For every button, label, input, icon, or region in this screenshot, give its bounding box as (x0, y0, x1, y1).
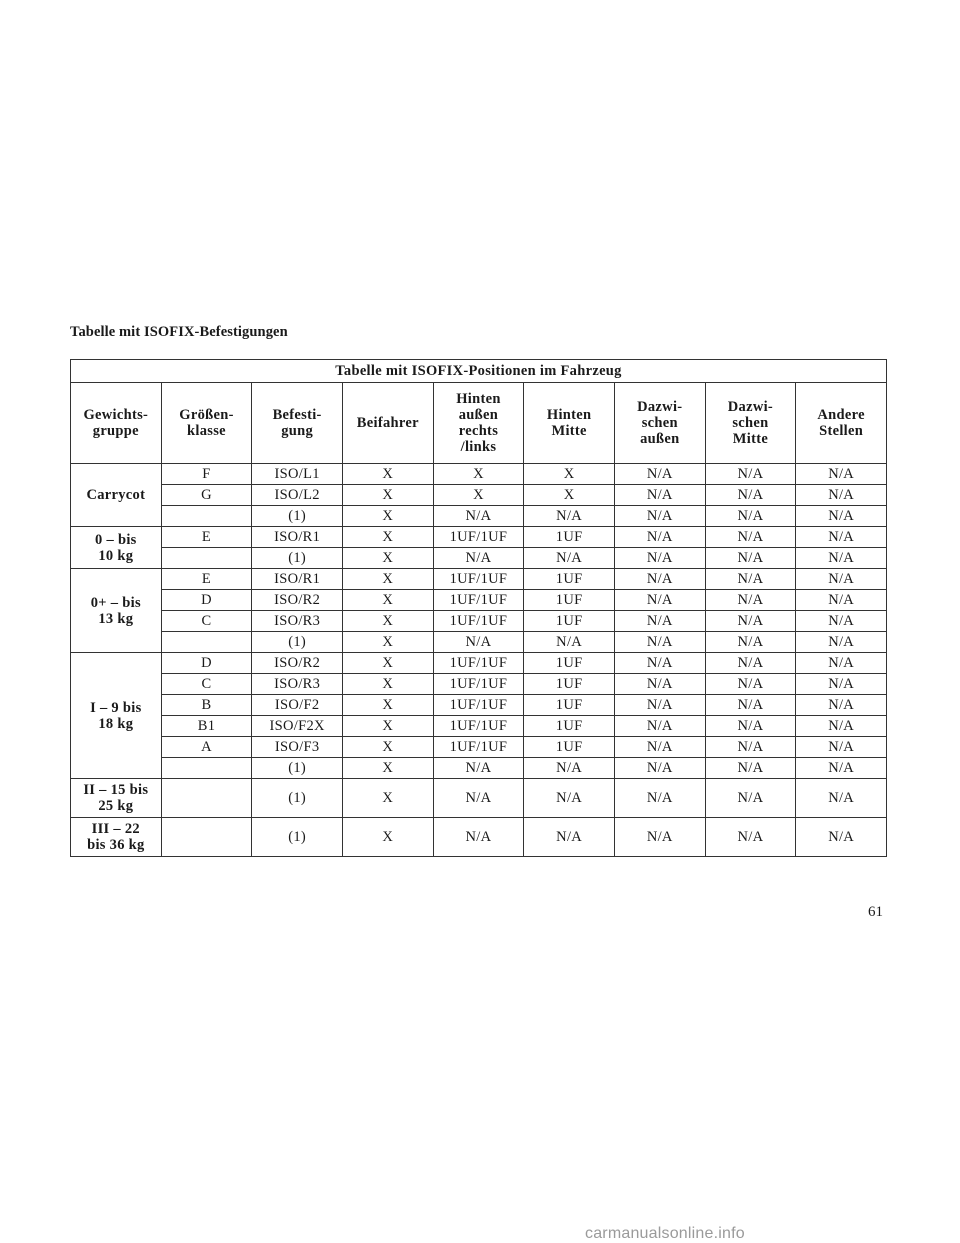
table-cell: N/A (796, 506, 887, 527)
table-cell: (1) (252, 758, 343, 779)
table-cell: X (342, 485, 433, 506)
table-cell: D (161, 653, 252, 674)
table-row (71, 758, 887, 779)
table-cell: X (342, 758, 433, 779)
table-cell: ISO/R2 (252, 653, 343, 674)
column-header: Hinten außen rechts /links (433, 383, 524, 464)
column-header: Größen- klasse (161, 383, 252, 464)
table-cell: N/A (614, 485, 705, 506)
table-row (71, 653, 887, 674)
table-cell (161, 506, 252, 527)
table-row (71, 506, 887, 527)
table-cell: N/A (796, 716, 887, 737)
column-header: Gewichts- gruppe (71, 383, 162, 464)
table-cell: N/A (433, 818, 524, 857)
table-cell: N/A (705, 758, 796, 779)
table-cell: 1UF/1UF (433, 527, 524, 548)
table-cell: N/A (796, 464, 887, 485)
table-cell: N/A (614, 506, 705, 527)
table-cell: N/A (705, 716, 796, 737)
weight-group-cell: 0+ – bis 13 kg (71, 569, 162, 653)
isofix-table (70, 359, 887, 857)
weight-group-cell: I – 9 bis 18 kg (71, 653, 162, 779)
table-cell: E (161, 527, 252, 548)
table-cell: N/A (796, 632, 887, 653)
table-cell: N/A (524, 632, 615, 653)
table-row (71, 569, 887, 590)
table-cell: ISO/R2 (252, 590, 343, 611)
table-cell: C (161, 674, 252, 695)
table-cell: E (161, 569, 252, 590)
table-cell: 1UF (524, 527, 615, 548)
table-cell: N/A (796, 818, 887, 857)
table-row (71, 779, 887, 818)
table-cell: B (161, 695, 252, 716)
table-cell: ISO/R3 (252, 611, 343, 632)
table-cell: X (433, 485, 524, 506)
table-cell: X (342, 632, 433, 653)
table-cell: X (524, 464, 615, 485)
table-cell: N/A (614, 716, 705, 737)
table-cell: X (342, 737, 433, 758)
table-row (71, 527, 887, 548)
table-cell: N/A (614, 737, 705, 758)
table-cell: N/A (705, 506, 796, 527)
table-row (71, 737, 887, 758)
table-cell: N/A (614, 464, 705, 485)
table-cell: X (342, 590, 433, 611)
table-cell: N/A (796, 737, 887, 758)
table-cell: 1UF/1UF (433, 590, 524, 611)
table-cell: ISO/R1 (252, 527, 343, 548)
table-cell: ISO/F2 (252, 695, 343, 716)
table-cell: N/A (796, 758, 887, 779)
table-cell: N/A (705, 818, 796, 857)
table-cell: 1UF (524, 716, 615, 737)
table-cell: (1) (252, 779, 343, 818)
table-cell: X (342, 548, 433, 569)
table-cell: N/A (796, 779, 887, 818)
table-cell: 1UF (524, 695, 615, 716)
page-title: Tabelle mit ISOFIX-Befestigungen (70, 324, 288, 340)
table-cell: N/A (705, 695, 796, 716)
column-header: Andere Stellen (796, 383, 887, 464)
table-header-row (71, 383, 887, 464)
table-cell: X (342, 779, 433, 818)
table-cell: ISO/L2 (252, 485, 343, 506)
table-row (71, 464, 887, 485)
table-cell: 1UF (524, 737, 615, 758)
table-cell: N/A (614, 527, 705, 548)
table-cell: N/A (705, 653, 796, 674)
table-cell: 1UF (524, 569, 615, 590)
table-cell: N/A (614, 548, 705, 569)
table-cell: N/A (705, 674, 796, 695)
table-cell: N/A (433, 548, 524, 569)
table-cell: X (342, 464, 433, 485)
table-cell: X (342, 716, 433, 737)
table-cell: X (524, 485, 615, 506)
table-cell: N/A (705, 632, 796, 653)
table-cell: N/A (524, 548, 615, 569)
table-cell: N/A (796, 611, 887, 632)
table-cell: N/A (796, 674, 887, 695)
table-cell: N/A (796, 485, 887, 506)
table-cell: N/A (796, 695, 887, 716)
table-cell: N/A (614, 653, 705, 674)
table-row (71, 632, 887, 653)
table-cell: N/A (614, 590, 705, 611)
table-cell: X (433, 464, 524, 485)
table-cell: B1 (161, 716, 252, 737)
table-cell: N/A (433, 779, 524, 818)
table-cell: ISO/R3 (252, 674, 343, 695)
table-cell: N/A (796, 527, 887, 548)
table-row (71, 485, 887, 506)
page-number: 61 (868, 904, 883, 920)
watermark: carmanualsonline.info (585, 1225, 745, 1242)
table-cell: N/A (614, 611, 705, 632)
table-cell: 1UF/1UF (433, 716, 524, 737)
table-caption: Tabelle mit ISOFIX-Positionen im Fahrzeug (71, 360, 887, 383)
table-row (71, 716, 887, 737)
table-cell: X (342, 527, 433, 548)
table-cell: 1UF/1UF (433, 611, 524, 632)
table-cell: N/A (796, 653, 887, 674)
table-cell: N/A (614, 569, 705, 590)
table-cell: N/A (524, 779, 615, 818)
table-cell: N/A (705, 485, 796, 506)
table-body (71, 464, 887, 857)
table-cell: N/A (705, 464, 796, 485)
weight-group-cell: III – 22 bis 36 kg (71, 818, 162, 857)
table-cell (161, 548, 252, 569)
table-cell: N/A (614, 695, 705, 716)
weight-group-cell: 0 – bis 10 kg (71, 527, 162, 569)
table-cell: X (342, 818, 433, 857)
table-cell: ISO/R1 (252, 569, 343, 590)
table-cell: ISO/L1 (252, 464, 343, 485)
table-cell: 1UF/1UF (433, 569, 524, 590)
table-cell: ISO/F2X (252, 716, 343, 737)
table-row (71, 548, 887, 569)
table-cell: N/A (705, 527, 796, 548)
table-cell: N/A (705, 569, 796, 590)
table-cell: N/A (433, 506, 524, 527)
table-cell: N/A (524, 506, 615, 527)
table-row (71, 695, 887, 716)
table-cell: N/A (614, 632, 705, 653)
table-cell: N/A (796, 548, 887, 569)
table-cell: N/A (614, 779, 705, 818)
table-cell (161, 632, 252, 653)
table-cell: 1UF (524, 611, 615, 632)
table-cell: X (342, 653, 433, 674)
table-cell: X (342, 611, 433, 632)
table-cell: 1UF/1UF (433, 695, 524, 716)
weight-group-cell: Carrycot (71, 464, 162, 527)
table-cell: N/A (433, 758, 524, 779)
table-cell: (1) (252, 506, 343, 527)
table-cell: N/A (614, 674, 705, 695)
table-row (71, 590, 887, 611)
column-header: Dazwi- schen außen (614, 383, 705, 464)
table-cell: N/A (705, 611, 796, 632)
table-cell: X (342, 674, 433, 695)
table-cell: 1UF (524, 674, 615, 695)
table-cell: N/A (796, 569, 887, 590)
table-cell: C (161, 611, 252, 632)
table-cell: 1UF/1UF (433, 737, 524, 758)
table-cell: D (161, 590, 252, 611)
table-row (71, 674, 887, 695)
table-cell: G (161, 485, 252, 506)
column-header: Dazwi- schen Mitte (705, 383, 796, 464)
weight-group-cell: II – 15 bis 25 kg (71, 779, 162, 818)
table-cell: 1UF (524, 590, 615, 611)
column-header: Befesti- gung (252, 383, 343, 464)
table-row (71, 818, 887, 857)
table-cell: X (342, 569, 433, 590)
table-cell: 1UF/1UF (433, 653, 524, 674)
table-cell: X (342, 506, 433, 527)
table-cell: N/A (705, 737, 796, 758)
table-cell: N/A (705, 779, 796, 818)
table-cell: (1) (252, 548, 343, 569)
table-cell (161, 818, 252, 857)
table-cell: N/A (705, 590, 796, 611)
table-cell: A (161, 737, 252, 758)
table-cell: F (161, 464, 252, 485)
table-cell: ISO/F3 (252, 737, 343, 758)
table-cell: N/A (524, 818, 615, 857)
table-cell: 1UF (524, 653, 615, 674)
table-cell: (1) (252, 818, 343, 857)
table-cell: (1) (252, 632, 343, 653)
table-cell: N/A (796, 590, 887, 611)
column-header: Beifahrer (342, 383, 433, 464)
table-cell: N/A (705, 548, 796, 569)
table-cell: 1UF/1UF (433, 674, 524, 695)
table-cell (161, 758, 252, 779)
table-cell: X (342, 695, 433, 716)
table-cell: N/A (524, 758, 615, 779)
table-cell: N/A (614, 758, 705, 779)
table-row (71, 611, 887, 632)
column-header: Hinten Mitte (524, 383, 615, 464)
table-cell (161, 779, 252, 818)
table-cell: N/A (614, 818, 705, 857)
table-cell: N/A (433, 632, 524, 653)
